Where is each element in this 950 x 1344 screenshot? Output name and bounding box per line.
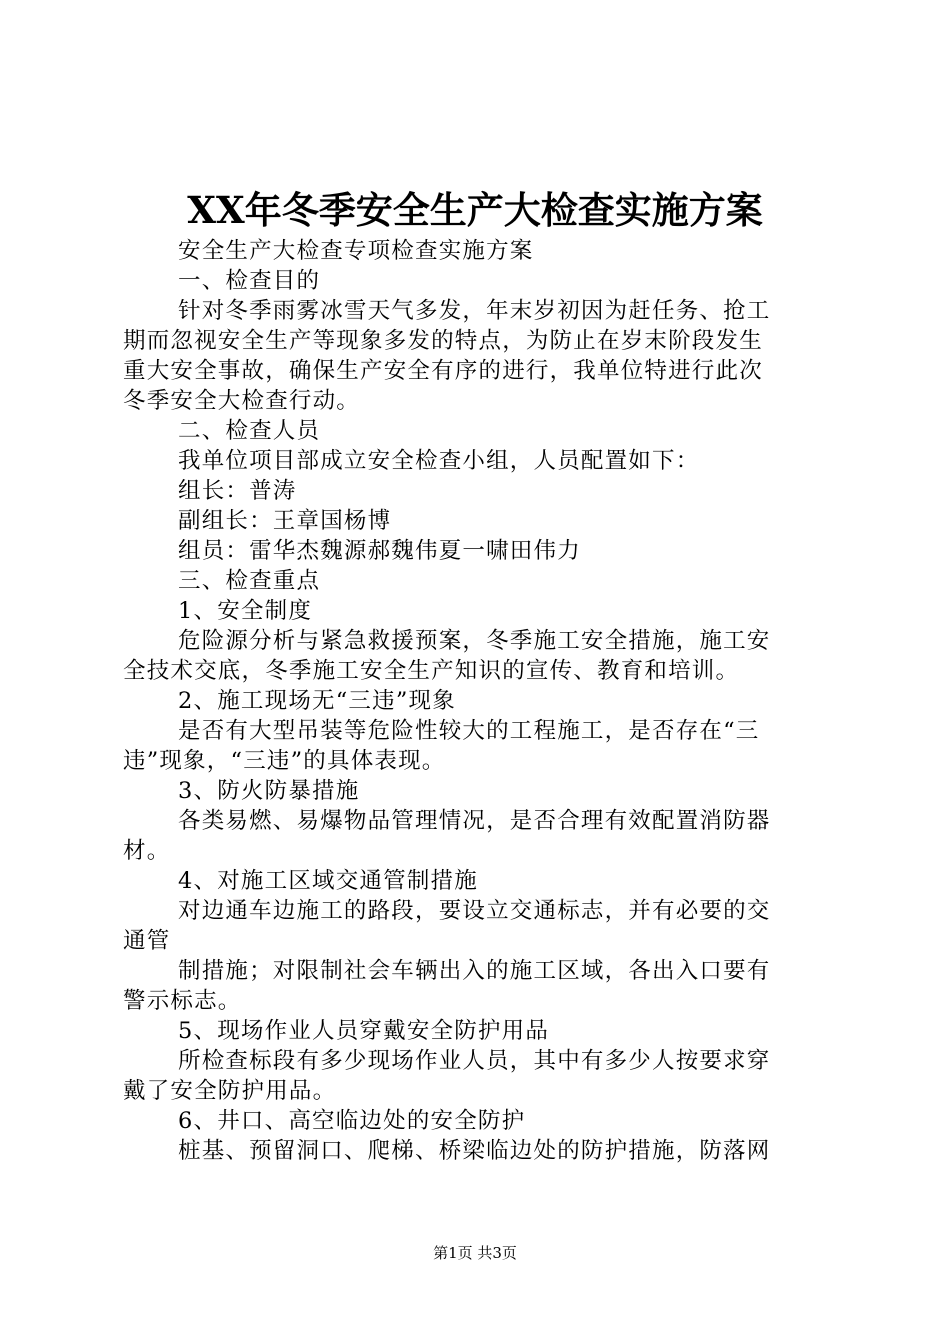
body-line: 针对冬季雨雾冰雪天气多发，年末岁初因为赶任务、抢工 <box>178 298 771 324</box>
body-line: 桩基、预留洞口、爬梯、桥梁临边处的防护措施，防落网 <box>178 1138 771 1164</box>
body-line: 组员：雷华杰魏源郝魏伟夏一啸田伟力 <box>178 538 581 564</box>
body-line: 是否有大型吊装等危险性较大的工程施工，是否存在“三 <box>178 718 760 744</box>
body-line: 组长：普涛 <box>178 478 297 504</box>
body-line: 材。 <box>123 838 171 864</box>
body-line: 2、施工现场无“三违”现象 <box>178 688 456 714</box>
body-line: 冬季安全大检查行动。 <box>123 388 361 414</box>
document-body <box>123 236 835 1166</box>
body-line: 违”现象，“三违”的具体表现。 <box>123 748 446 774</box>
body-line: 对边通车边施工的路段，要设立交通标志，并有必要的交 <box>178 898 771 924</box>
page-footer: 第1页 共3页 <box>433 1244 517 1262</box>
body-line: 5、现场作业人员穿戴安全防护用品 <box>178 1018 550 1044</box>
body-line: 所检查标段有多少现场作业人员，其中有多少人按要求穿 <box>178 1048 771 1074</box>
body-line: 副组长：王章国杨博 <box>178 508 392 534</box>
body-line: 二、检查人员 <box>178 418 321 444</box>
body-line: 1、安全制度 <box>178 598 313 624</box>
body-line: 全技术交底，冬季施工安全生产知识的宣传、教育和培训。 <box>123 658 740 684</box>
body-line: 一、检查目的 <box>178 268 321 294</box>
body-line: 期而忽视安全生产等现象多发的特点，为防止在岁末阶段发生 <box>123 328 763 354</box>
body-line: 安全生产大检查专项检查实施方案 <box>178 238 534 264</box>
body-line: 各类易燃、易爆物品管理情况，是否合理有效配置消防器 <box>178 808 771 834</box>
body-line: 我单位项目部成立安全检查小组，人员配置如下： <box>178 448 700 474</box>
body-line: 危险源分析与紧急救援预案，冬季施工安全措施，施工安 <box>178 628 771 654</box>
body-line: 4、对施工区域交通管制措施 <box>178 868 478 894</box>
body-line: 3、防火防暴措施 <box>178 778 360 804</box>
body-line: 三、检查重点 <box>178 568 321 594</box>
body-line: 戴了安全防护用品。 <box>123 1078 337 1104</box>
body-line: 6、井口、高空临边处的安全防护 <box>178 1108 526 1134</box>
body-line: 制措施；对限制社会车辆出入的施工区域，各出入口要有 <box>178 958 771 984</box>
body-line: 通管 <box>123 928 171 954</box>
document-title: XX年冬季安全生产大检查实施方案 <box>187 188 763 232</box>
body-line: 重大安全事故，确保生产安全有序的进行，我单位特进行此次 <box>123 358 763 384</box>
body-line: 警示标志。 <box>123 988 242 1014</box>
